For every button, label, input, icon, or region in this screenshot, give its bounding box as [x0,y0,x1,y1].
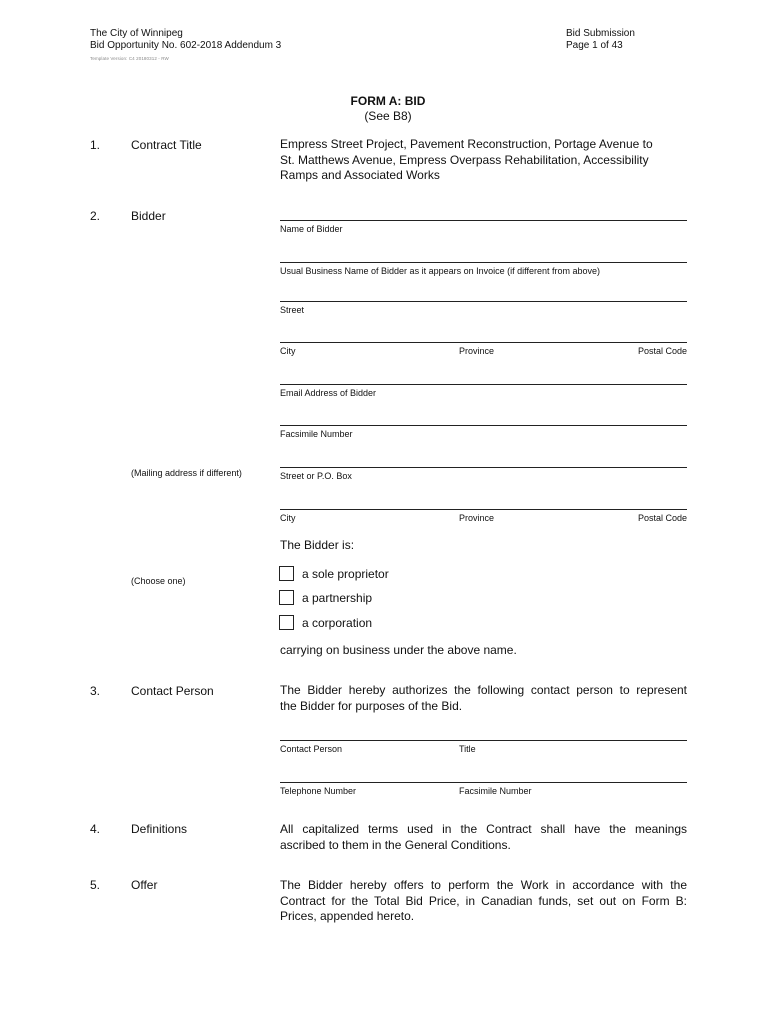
city-caption: City [280,346,296,356]
street-line[interactable] [280,301,687,302]
mailing-address-note: (Mailing address if different) [131,468,242,478]
header-bid-opportunity: Bid Opportunity No. 602-2018 Addendum 3 [90,40,282,51]
bidder-is-label: The Bidder is: [280,538,355,552]
fax-caption: Facsimile Number [280,429,353,439]
carrying-on-business-text: carrying on business under the above name. [280,643,517,657]
contact-person-caption: Contact Person [280,744,343,754]
contact-person-line: the Bidder for purposes of the Bid. [280,698,463,713]
offer-text [280,878,687,925]
contract-title-line: St. Matthews Avenue, Empress Overpass Rehabilitation, Accessibility [280,152,649,167]
sole-proprietor-label: a sole proprietor [302,567,389,581]
partnership-checkbox[interactable] [279,590,294,605]
usual-name-caption: Usual Business Name of Bidder as it appears on Invoice (if different from above) [280,266,600,276]
header-doc-type: Bid Submission [566,28,635,39]
province-caption: Province [459,346,495,356]
bidder-name-line[interactable] [280,220,687,221]
telephone-caption: Telephone Number [280,786,357,796]
template-version: Template Version: C4 20180312 - RW [90,56,169,61]
definitions-text [280,822,687,853]
section-2-number: 2. [90,209,101,223]
section-1-number: 1. [90,138,101,152]
mail-street-line[interactable] [280,467,687,468]
section-5-number: 5. [90,878,101,892]
mail-city-line[interactable] [280,509,687,510]
header-page-number: Page 1 of 43 [566,40,623,51]
section-1-label: Contract Title [131,138,202,152]
form-subtitle: (See B8) [364,109,412,123]
definitions-line: ascribed to them in the General Conditions. [280,837,511,852]
street-caption: Street [280,305,305,315]
offer-line: Contract for the Total Bid Price, in Canadian funds, set out on Form B: [280,893,687,908]
section-4-label: Definitions [131,822,188,836]
section-2-label: Bidder [131,209,166,223]
contract-title-text [280,137,653,184]
section-5-label: Offer [131,878,158,892]
partnership-label: a partnership [302,591,373,605]
title-caption: Title [459,744,476,754]
contract-title-line: Empress Street Project, Pavement Reconstruction, Portage Avenue to [280,137,653,151]
mail-province-caption: Province [459,513,495,523]
phone-fax-line[interactable] [280,782,687,783]
offer-line: The Bidder hereby offers to perform the Work in accordance with the [280,878,687,892]
contact-title-line[interactable] [280,740,687,741]
usual-name-line[interactable] [280,262,687,263]
contact-person-text [280,683,687,714]
definitions-line: All capitalized terms used in the Contract shall have the meanings [280,822,687,836]
corporation-label: a corporation [302,616,373,630]
mail-postal-caption: Postal Code [637,513,687,523]
section-3-number: 3. [90,684,101,698]
fax-line[interactable] [280,425,687,426]
email-line[interactable] [280,384,687,385]
section-4-number: 4. [90,822,101,836]
contact-fax-caption: Facsimile Number [459,786,532,796]
corporation-checkbox[interactable] [279,615,294,630]
section-3-label: Contact Person [131,684,214,698]
offer-line: Prices, appended hereto. [280,909,415,923]
mail-street-caption: Street or P.O. Box [280,471,352,481]
email-caption: Email Address of Bidder [280,388,377,398]
bidder-name-caption: Name of Bidder [280,224,343,234]
sole-proprietor-checkbox[interactable] [279,566,294,581]
postal-code-caption: Postal Code [637,346,687,356]
mail-city-caption: City [280,513,296,523]
city-province-postal-line[interactable] [280,342,687,343]
form-title: FORM A: BID [350,94,426,108]
header-org: The City of Winnipeg [90,28,183,39]
contract-title-line: Ramps and Associated Works [280,168,440,182]
choose-one-note: (Choose one) [131,576,186,586]
contact-person-line: The Bidder hereby authorizes the following contact person to represent [280,683,687,697]
